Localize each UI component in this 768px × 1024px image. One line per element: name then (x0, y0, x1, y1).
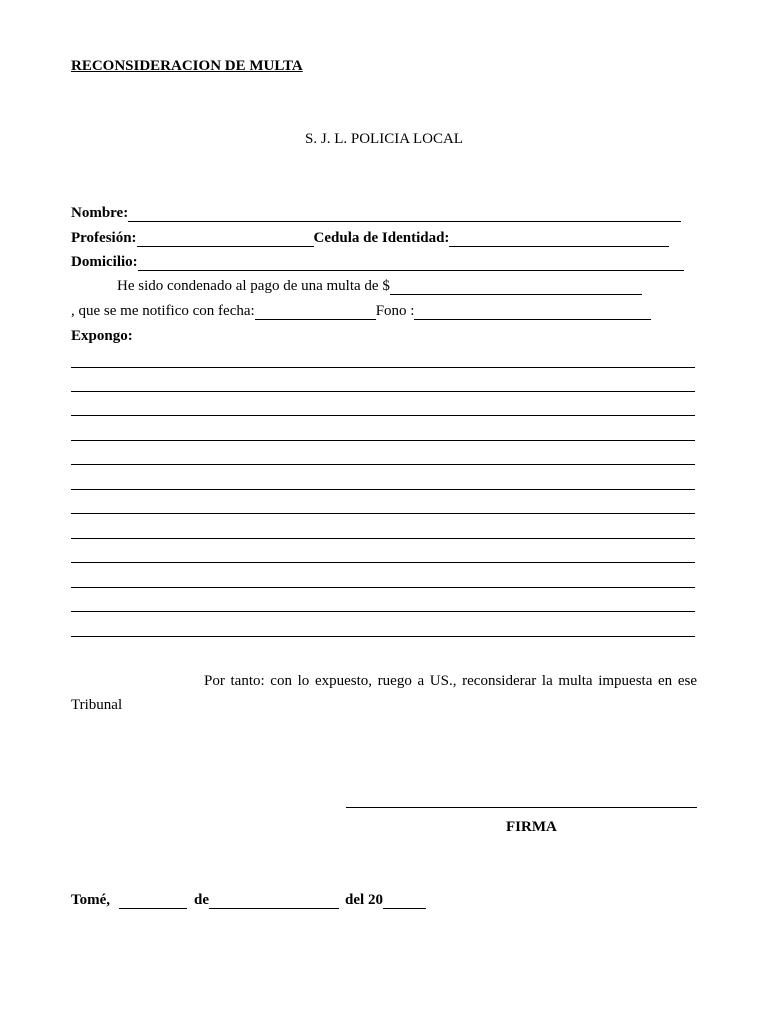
place-label: Tomé, (71, 892, 111, 908)
del-label: del 20 (345, 892, 383, 908)
condena-row (117, 277, 642, 295)
fono-label: Fono : (375, 303, 415, 319)
expongo-line[interactable] (71, 440, 695, 441)
year-blank[interactable] (383, 894, 426, 909)
closing-paragraph: Por tanto: con lo expuesto, ruego a US., reconsiderar la multa impuesta en ese Tribunal (71, 673, 697, 713)
month-blank[interactable] (209, 894, 339, 909)
document-title: RECONSIDERACION DE MULTA (71, 58, 303, 74)
expongo-line[interactable] (71, 391, 695, 392)
notifico-text: , que se me notifico con fecha: (71, 303, 255, 319)
day-blank[interactable] (119, 894, 187, 909)
de-label: de (194, 892, 210, 908)
expongo-line[interactable] (71, 636, 695, 637)
profesion-row (71, 229, 669, 247)
nombre-label: Nombre: (71, 205, 129, 221)
expongo-line[interactable] (71, 415, 695, 416)
expongo-line[interactable] (71, 611, 695, 612)
domicilio-label: Domicilio: (71, 254, 138, 270)
expongo-line[interactable] (71, 538, 695, 539)
nombre-row (71, 204, 681, 222)
expongo-line[interactable] (71, 587, 695, 588)
domicilio-row (71, 253, 684, 271)
fecha-blank[interactable] (255, 305, 376, 320)
expongo-line[interactable] (71, 513, 695, 514)
expongo-label: Expongo: (71, 328, 133, 344)
cedula-blank[interactable] (449, 232, 669, 247)
cedula-label: Cedula de Identidad: (313, 230, 450, 246)
profesion-blank[interactable] (137, 232, 314, 247)
expongo-line[interactable] (71, 367, 695, 368)
signature-label: FIRMA (506, 819, 557, 835)
domicilio-blank[interactable] (138, 256, 684, 271)
expongo-line[interactable] (71, 464, 695, 465)
fono-blank[interactable] (414, 305, 651, 320)
expongo-line[interactable] (71, 489, 695, 490)
date-row (71, 891, 426, 909)
court-heading: S. J. L. POLICIA LOCAL (305, 131, 463, 147)
profesion-label: Profesión: (71, 230, 137, 246)
notifico-row (71, 302, 651, 320)
expongo-line[interactable] (71, 562, 695, 563)
signature-line[interactable] (346, 807, 697, 808)
nombre-blank[interactable] (128, 207, 681, 222)
condena-text: He sido condenado al pago de una multa de $ (117, 278, 390, 294)
multa-amount-blank[interactable] (390, 280, 642, 295)
